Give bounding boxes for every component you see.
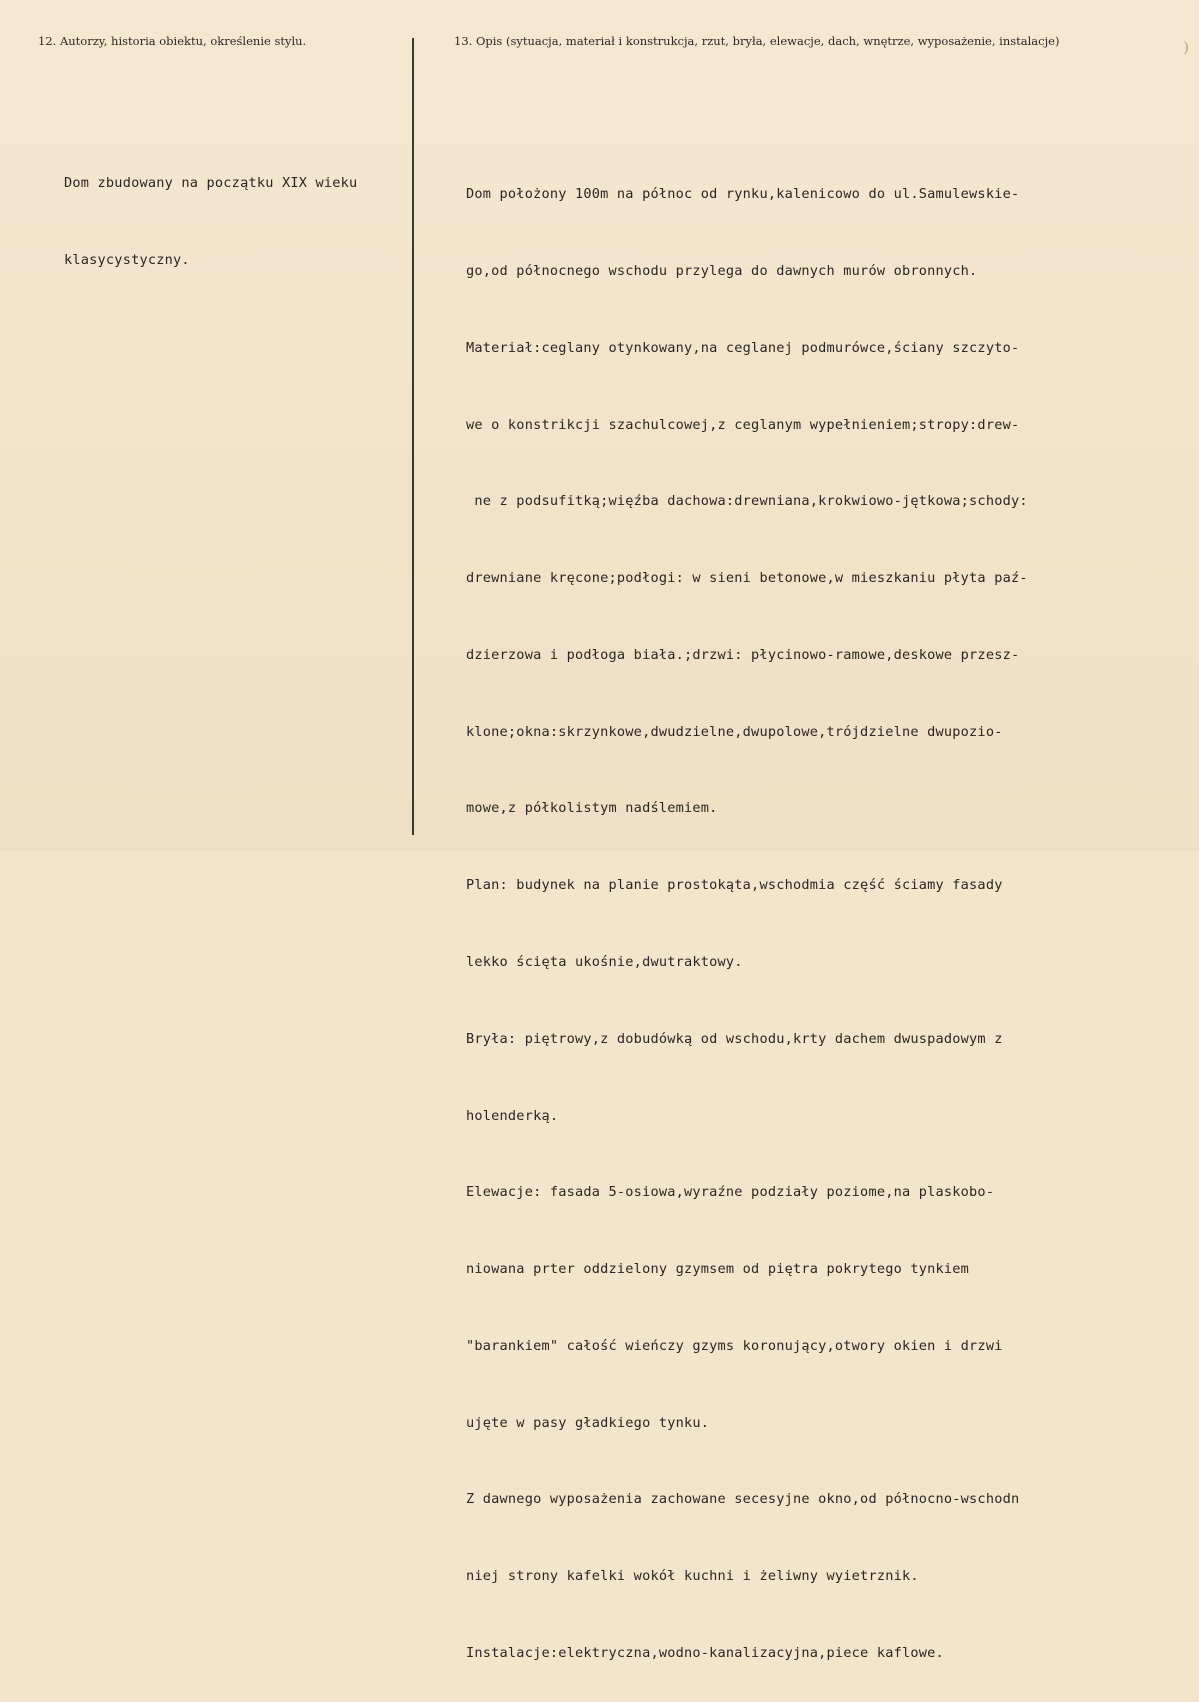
text-line: Dom zbudowany na początku XIX wieku	[64, 175, 358, 192]
text-line: Z dawnego wyposażenia zachowane secesyjne okno,od północno-wschodn	[466, 1491, 1020, 1508]
text-line: lekko ścięta ukośnie,dwutraktowy.	[466, 954, 743, 970]
text-line: niowana prter oddzielony gzymsem od piętra pokrytego tynkiem	[466, 1261, 970, 1278]
text-line: "barankiem" całość wieńczy gzyms koronujący,otwory okien i drzwi	[466, 1337, 1003, 1354]
text-line: dzierzowa i podłoga biała.;drzwi: płycinowo-ramowe,deskowe przesz-	[466, 646, 1020, 663]
text-line: Materiał:ceglany otynkowany,na ceglanej podmurówce,ściany szczyto-	[466, 339, 1020, 356]
text-line: klone;okna:skrzynkowe,dwudzielne,dwupolowe,trójdzielne dwupozio-	[466, 723, 1003, 740]
text-line: mowe,z półkolistym nadślemiem.	[466, 800, 718, 817]
section-13-heading: 13. Opis (sytuacja, materiał i konstrukcja, rzut, bryła, elewacje, dach, wnętrze, wyposażenie, instalacje)	[454, 34, 1060, 48]
authors-history-text	[64, 120, 357, 325]
section-12-heading: 12. Autorzy, historia obiektu, określenie stylu.	[38, 34, 307, 48]
text-line: Instalacje:elektryczna,wodno-kanalizacyjna,piece kaflowe.	[466, 1645, 944, 1662]
text-line: Dom położony 100m na północ od rynku,kalenicowo do ul.Samulewskie-	[466, 186, 1020, 203]
text-line: Elewacje: fasada 5-osiowa,wyraźne podziały poziome,na plaskobo-	[466, 1184, 995, 1201]
text-line: Plan: budynek na planie prostokąta,wschodmia część ściamy fasady	[466, 877, 1003, 894]
text-line: we o konstrikcji szachulcowej,z ceglanym wypełnieniem;stropy:drew-	[466, 416, 1020, 433]
text-line: holenderką.	[466, 1107, 559, 1124]
text-line: ne z podsufitką;więźba dachowa:drewniana,krokwiowo-jętkowa;schody:	[466, 493, 1028, 510]
text-line: niej strony kafelki wokół kuchni i żeliwny wyietrznik.	[466, 1568, 919, 1585]
column-divider	[412, 38, 414, 835]
text-line: go,od północnego wschodu przylega do dawnych murów obronnych.	[466, 262, 978, 279]
text-line: drewniane kręcone;podłogi: w sieni betonowe,w mieszkaniu płyta paź-	[466, 570, 1028, 587]
text-line: klasycystyczny.	[64, 251, 190, 268]
description-text	[466, 131, 1028, 1702]
text-line: Bryła: piętrowy,z dobudówką od wschodu,krty dachem dwuspadowym z	[466, 1030, 1003, 1047]
margin-mark: )	[1183, 40, 1189, 56]
text-line: ujęte w pasy gładkiego tynku.	[466, 1414, 710, 1431]
